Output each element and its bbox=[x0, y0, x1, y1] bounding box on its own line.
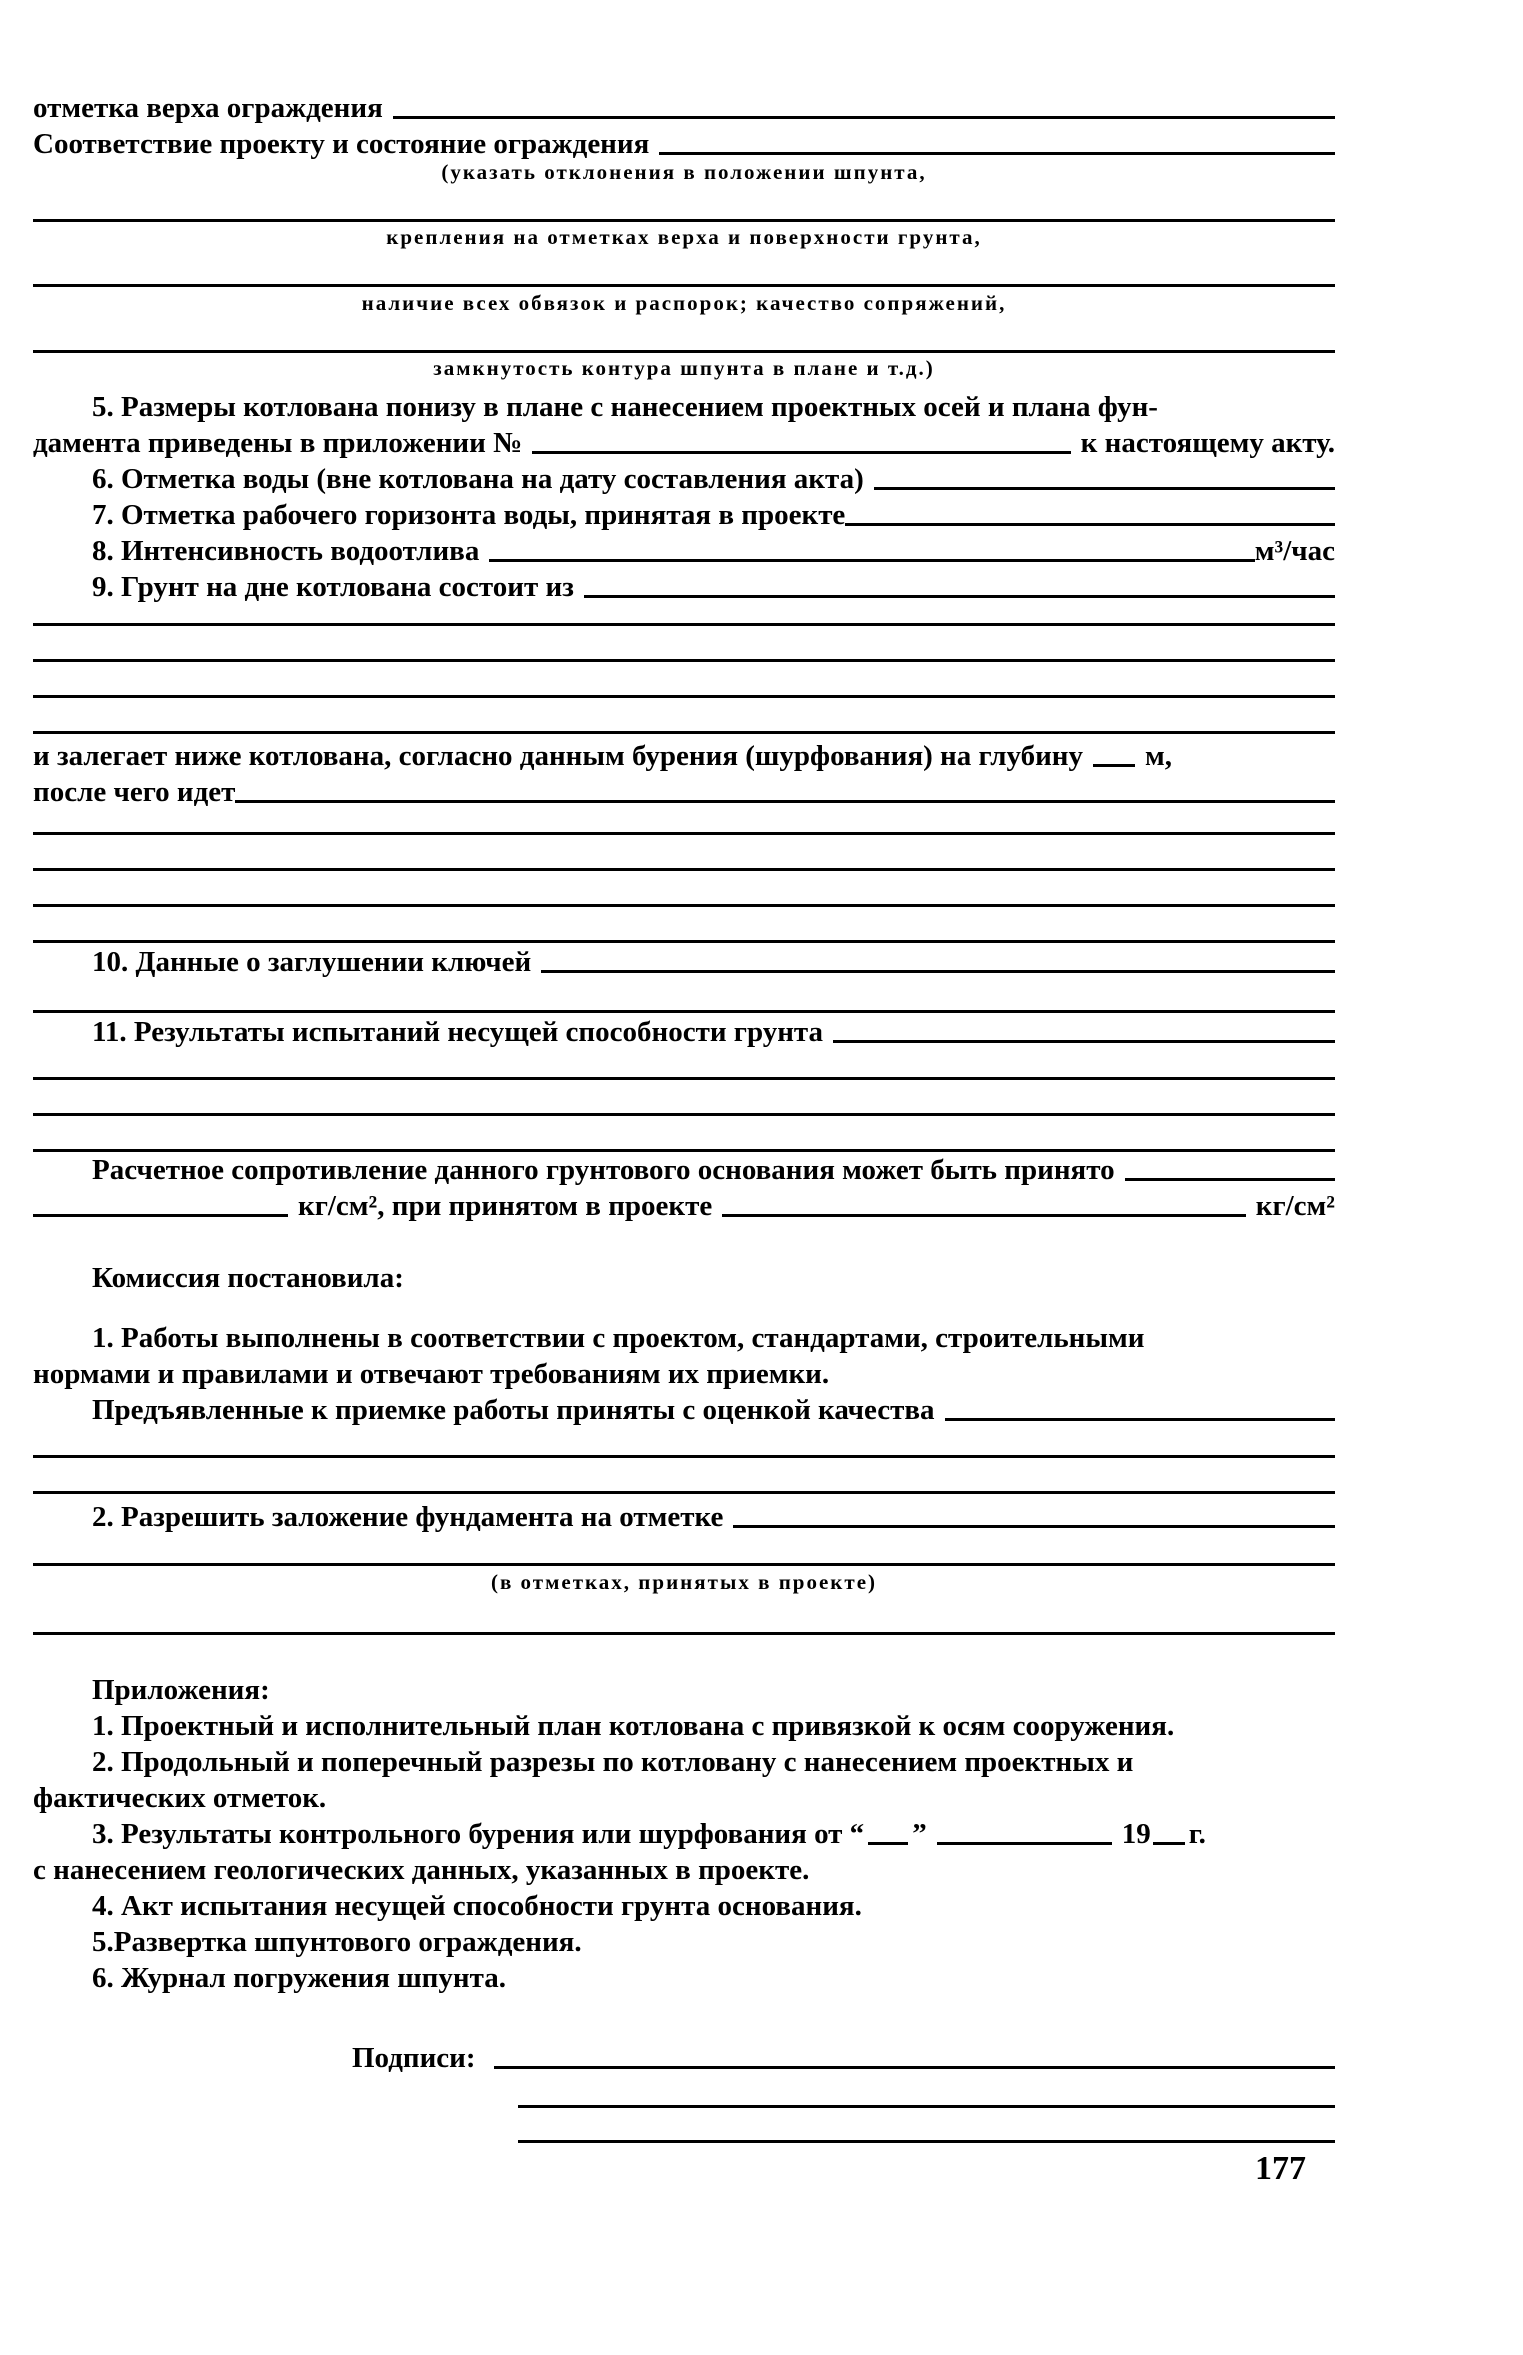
fence-state-blank[interactable] bbox=[659, 152, 1335, 155]
decision-heading: Комиссия постановила: bbox=[92, 1262, 404, 1294]
signature-line-2[interactable] bbox=[518, 2105, 1335, 2108]
appendix-number-blank[interactable] bbox=[532, 451, 1070, 454]
item8-label: 8. Интенсивность водоотлива bbox=[92, 535, 480, 567]
item9-then-row bbox=[33, 772, 1335, 808]
soil-blank-line-3[interactable] bbox=[33, 695, 1335, 698]
calc-row-1 bbox=[92, 1150, 1335, 1186]
fence-top-label: отметка верха ограждения bbox=[33, 92, 383, 124]
item9-row bbox=[92, 567, 1335, 603]
calc-resistance-blank[interactable] bbox=[1125, 1178, 1335, 1181]
signatures-row bbox=[352, 2038, 1335, 2074]
lower-soil-blank-line-1[interactable] bbox=[33, 832, 1335, 835]
attachment-6: 6. Журнал погружения шпунта. bbox=[92, 1962, 506, 1994]
decision1-row-2 bbox=[33, 1354, 1335, 1390]
item5-row-1 bbox=[92, 387, 1335, 423]
item10-label: 10. Данные о заглушении ключей bbox=[92, 946, 532, 978]
attachment-month-blank[interactable] bbox=[937, 1842, 1112, 1845]
item11-label: 11. Результаты испытаний несущей способности грунта bbox=[92, 1016, 824, 1048]
attachment-1-row bbox=[92, 1706, 1335, 1742]
calc-value-blank[interactable] bbox=[33, 1214, 288, 1217]
attachment-3-text-2: с нанесением геологических данных, указанных в проекте. bbox=[33, 1854, 810, 1886]
caption-bracing: наличие всех обвязок и распорок; качество сопряжений, bbox=[361, 291, 1007, 315]
drainage-rate-blank[interactable] bbox=[489, 559, 1254, 562]
item11-row bbox=[92, 1012, 1335, 1048]
item7-label: 7. Отметка рабочего горизонта воды, принятая в проекте bbox=[92, 499, 846, 531]
attachment-4-row bbox=[92, 1886, 1335, 1922]
calc-text-2: кг/см², при принятом в проекте bbox=[298, 1190, 713, 1222]
attachment-3-text-1: 3. Результаты контрольного бурения или шурфования от “ bbox=[92, 1818, 865, 1850]
decision-heading-row bbox=[92, 1258, 1335, 1294]
attachment-2-text-2: фактических отметок. bbox=[33, 1782, 327, 1814]
decision1-text-1: 1. Работы выполнены в соответствии с проектом, стандартами, строительными bbox=[92, 1322, 1145, 1354]
fence-blank-line-2[interactable] bbox=[33, 284, 1335, 287]
water-level-blank[interactable] bbox=[874, 487, 1335, 490]
item6-row bbox=[92, 459, 1335, 495]
attachment-2-row-1 bbox=[92, 1742, 1335, 1778]
quality-blank-line-2[interactable] bbox=[33, 1491, 1335, 1494]
decision2-label: 2. Разрешить заложение фундамента на отметке bbox=[92, 1501, 724, 1533]
design-value-blank[interactable] bbox=[722, 1214, 1245, 1217]
item9-depth-unit: м, bbox=[1145, 740, 1173, 772]
item5-row-2 bbox=[33, 423, 1335, 459]
signature-line-1[interactable] bbox=[494, 2066, 1335, 2069]
foundation-level-blank[interactable] bbox=[733, 1525, 1335, 1528]
item8-unit: м³/час bbox=[1254, 535, 1335, 567]
soil-blank-line-1[interactable] bbox=[33, 623, 1335, 626]
item9-label: 9. Грунт на дне котлована состоит из bbox=[92, 571, 574, 603]
calc-text-1: Расчетное сопротивление данного грунтового основания может быть принято bbox=[92, 1154, 1115, 1186]
caption-deviations: (указать отклонения в положении шпунта, bbox=[441, 160, 927, 184]
soil-blank-line-2[interactable] bbox=[33, 659, 1335, 662]
decision1-text-2: нормами и правилами и отвечают требованиям их приемки. bbox=[33, 1358, 830, 1390]
item5-text-3: к настоящему акту. bbox=[1080, 427, 1335, 459]
bearing-test-blank[interactable] bbox=[833, 1040, 1335, 1043]
item6-label: 6. Отметка воды (вне котлована на дату составления акта) bbox=[92, 463, 864, 495]
attachment-3-year-prefix: 19 bbox=[1121, 1818, 1151, 1850]
item8-row bbox=[92, 531, 1335, 567]
calc-row-2 bbox=[33, 1186, 1335, 1222]
bearing-blank-line-1[interactable] bbox=[33, 1077, 1335, 1080]
fence-top-row bbox=[33, 88, 1335, 124]
attachments-heading-row bbox=[92, 1670, 1335, 1706]
soil-blank-line-4[interactable] bbox=[33, 731, 1335, 734]
decision2-row bbox=[92, 1497, 1335, 1533]
quality-row bbox=[92, 1390, 1335, 1426]
bearing-blank-line-2[interactable] bbox=[33, 1113, 1335, 1116]
attachments-heading: Приложения: bbox=[92, 1674, 270, 1706]
attachment-3-row-2 bbox=[33, 1850, 1335, 1886]
depth-blank[interactable] bbox=[1093, 764, 1135, 767]
quality-grade-blank[interactable] bbox=[945, 1418, 1335, 1421]
attachment-5: 5.Развертка шпунтового ограждения. bbox=[92, 1926, 582, 1958]
attachment-day-blank[interactable] bbox=[868, 1842, 908, 1845]
fence-blank-line-3[interactable] bbox=[33, 350, 1335, 353]
keys-blank[interactable] bbox=[541, 970, 1335, 973]
lower-soil-blank[interactable] bbox=[235, 800, 1335, 803]
fence-blank-line-1[interactable] bbox=[33, 219, 1335, 222]
item9-depth-text: и залегает ниже котлована, согласно данным бурения (шурфования) на глубину bbox=[33, 740, 1084, 772]
attachment-1: 1. Проектный и исполнительный план котлована с привязкой к осям сооружения. bbox=[92, 1710, 1175, 1742]
soil-blank[interactable] bbox=[584, 595, 1335, 598]
attachment-2-row-2 bbox=[33, 1778, 1335, 1814]
page-number: 177 bbox=[1255, 2150, 1306, 2187]
caption-contour: замкнутость контура шпунта в плане и т.д.) bbox=[433, 356, 935, 380]
working-horizon-blank[interactable] bbox=[845, 523, 1335, 526]
attachment-4: 4. Акт испытания несущей способности грунта основания. bbox=[92, 1890, 862, 1922]
item9-then-label: после чего идет bbox=[33, 776, 236, 808]
quality-label: Предъявленные к приемке работы приняты с оценкой качества bbox=[92, 1394, 935, 1426]
design-levels-blank-line[interactable] bbox=[33, 1632, 1335, 1635]
fence-top-blank[interactable] bbox=[393, 116, 1335, 119]
calc-unit: кг/см² bbox=[1255, 1190, 1335, 1222]
attachment-3-row-1 bbox=[92, 1814, 1335, 1850]
item5-text-2: дамента приведены в приложении № bbox=[33, 427, 523, 459]
signature-line-3[interactable] bbox=[518, 2140, 1335, 2143]
attachment-6-row bbox=[92, 1958, 1335, 1994]
signatures-label: Подписи: bbox=[352, 2042, 476, 2074]
attachment-3-quote: ” bbox=[912, 1818, 927, 1850]
caption-fastening: крепления на отметках верха и поверхности грунта, bbox=[386, 225, 982, 249]
item10-row bbox=[92, 942, 1335, 978]
attachment-year-blank[interactable] bbox=[1153, 1842, 1185, 1845]
foundation-blank-line[interactable] bbox=[33, 1563, 1335, 1566]
fence-state-label: Соответствие проекту и состояние ограждения bbox=[33, 128, 650, 160]
caption-design-levels: (в отметках, принятых в проекте) bbox=[490, 1570, 878, 1594]
item5-text-1: 5. Размеры котлована понизу в плане с нанесением проектных осей и плана фун- bbox=[92, 391, 1158, 423]
lower-soil-blank-line-2[interactable] bbox=[33, 868, 1335, 871]
attachment-5-row bbox=[92, 1922, 1335, 1958]
lower-soil-blank-line-3[interactable] bbox=[33, 904, 1335, 907]
attachment-2-text-1: 2. Продольный и поперечный разрезы по котловану с нанесением проектных и bbox=[92, 1746, 1134, 1778]
fence-state-row bbox=[33, 124, 1335, 160]
decision1-row-1 bbox=[92, 1318, 1335, 1354]
attachment-3-year-suffix: г. bbox=[1188, 1818, 1206, 1850]
quality-blank-line-1[interactable] bbox=[33, 1455, 1335, 1458]
item7-row bbox=[92, 495, 1335, 531]
item9-depth-row bbox=[33, 736, 1335, 772]
